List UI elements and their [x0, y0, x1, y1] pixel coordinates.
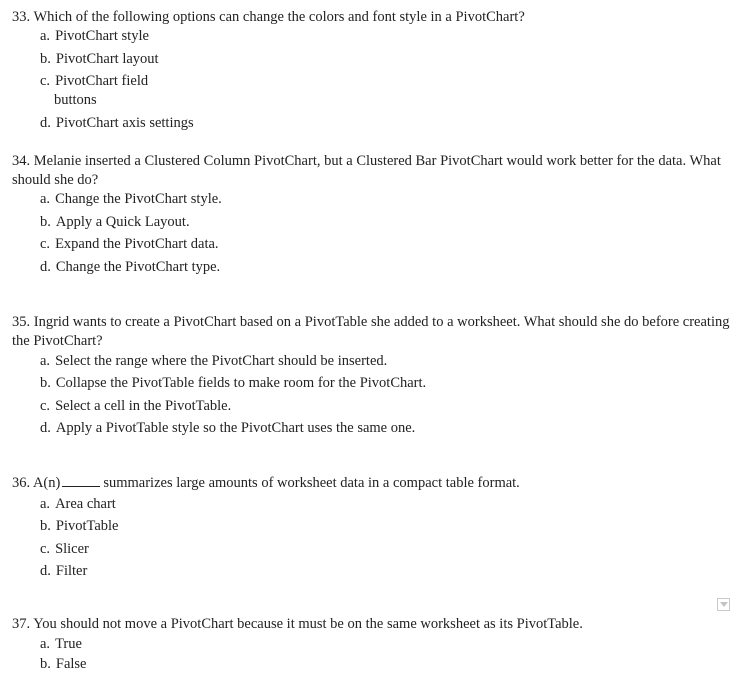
option-letter: c. [40, 398, 51, 414]
option-letter: b. [40, 375, 51, 391]
option-text: Collapse the PivotTable fields to make room for the PivotChart. [55, 375, 427, 391]
option-text: Filter [55, 563, 88, 579]
option-c[interactable] [40, 72, 148, 91]
option-text: Select a cell in the PivotTable. [55, 398, 232, 414]
dropdown-toggle[interactable] [717, 598, 730, 611]
option-text: PivotChart field [55, 73, 149, 89]
option-text: Apply a Quick Layout. [55, 214, 190, 230]
option-letter: c. [40, 541, 51, 557]
option-a[interactable] [40, 495, 116, 514]
option-text: Change the PivotChart type. [55, 259, 221, 275]
option-text-continuation: buttons [54, 92, 97, 108]
answer-blank [62, 474, 100, 487]
option-c[interactable] [40, 235, 219, 254]
option-letter: b. [40, 51, 51, 67]
option-text: False [55, 656, 87, 672]
option-letter: a. [40, 496, 51, 512]
option-text: Slicer [55, 541, 89, 557]
option-a[interactable] [40, 635, 82, 654]
option-letter: d. [40, 563, 51, 579]
option-text: Change the PivotChart style. [55, 191, 222, 207]
option-c[interactable] [40, 540, 89, 559]
question-stem-start: 36. A(n) [12, 475, 61, 491]
option-a[interactable] [40, 352, 387, 371]
option-b[interactable] [40, 517, 119, 536]
chevron-down-icon [720, 602, 728, 607]
option-b[interactable] [40, 213, 190, 232]
option-letter: a. [40, 28, 51, 44]
option-letter: d. [40, 420, 51, 436]
option-letter: c. [40, 73, 51, 89]
option-letter: d. [40, 115, 51, 131]
option-d[interactable] [40, 114, 194, 133]
option-text: Area chart [55, 496, 116, 512]
option-text: True [55, 636, 82, 652]
option-c[interactable] [40, 397, 231, 416]
option-a[interactable] [40, 27, 149, 46]
option-d[interactable] [40, 258, 220, 277]
option-d[interactable] [40, 562, 87, 581]
option-letter: d. [40, 259, 51, 275]
option-text: Apply a PivotTable style so the PivotChart uses the same one. [55, 420, 416, 436]
option-text: Select the range where the PivotChart should be inserted. [55, 353, 388, 369]
option-text: PivotChart layout [55, 51, 159, 67]
option-letter: a. [40, 353, 51, 369]
question-stem [12, 474, 732, 493]
option-b[interactable] [40, 50, 159, 69]
option-letter: a. [40, 636, 51, 652]
option-b[interactable] [40, 655, 86, 674]
question-stem: 35. Ingrid wants to create a PivotChart based on a PivotTable she added to a worksheet. What should she do before creating the PivotChart? [12, 314, 730, 349]
question-stem: 33. Which of the following options can change the colors and font style in a PivotChart? [12, 9, 525, 25]
option-letter: b. [40, 214, 51, 230]
option-text: PivotChart style [55, 28, 149, 44]
option-a[interactable] [40, 190, 222, 209]
option-b[interactable] [40, 374, 426, 393]
question-stem: 37. You should not move a PivotChart because it must be on the same worksheet as its PivotTable. [12, 616, 583, 632]
option-letter: a. [40, 191, 51, 207]
option-d[interactable] [40, 419, 415, 438]
option-text: PivotChart axis settings [55, 115, 194, 131]
question-stem-end: summarizes large amounts of worksheet data in a compact table format. [103, 475, 520, 491]
option-letter: c. [40, 236, 51, 252]
option-text: PivotTable [55, 518, 119, 534]
question-stem: 34. Melanie inserted a Clustered Column PivotChart, but a Clustered Bar PivotChart would work better for the data. What should she do? [12, 153, 721, 188]
option-letter: b. [40, 656, 51, 672]
option-text: Expand the PivotChart data. [55, 236, 219, 252]
option-letter: b. [40, 518, 51, 534]
